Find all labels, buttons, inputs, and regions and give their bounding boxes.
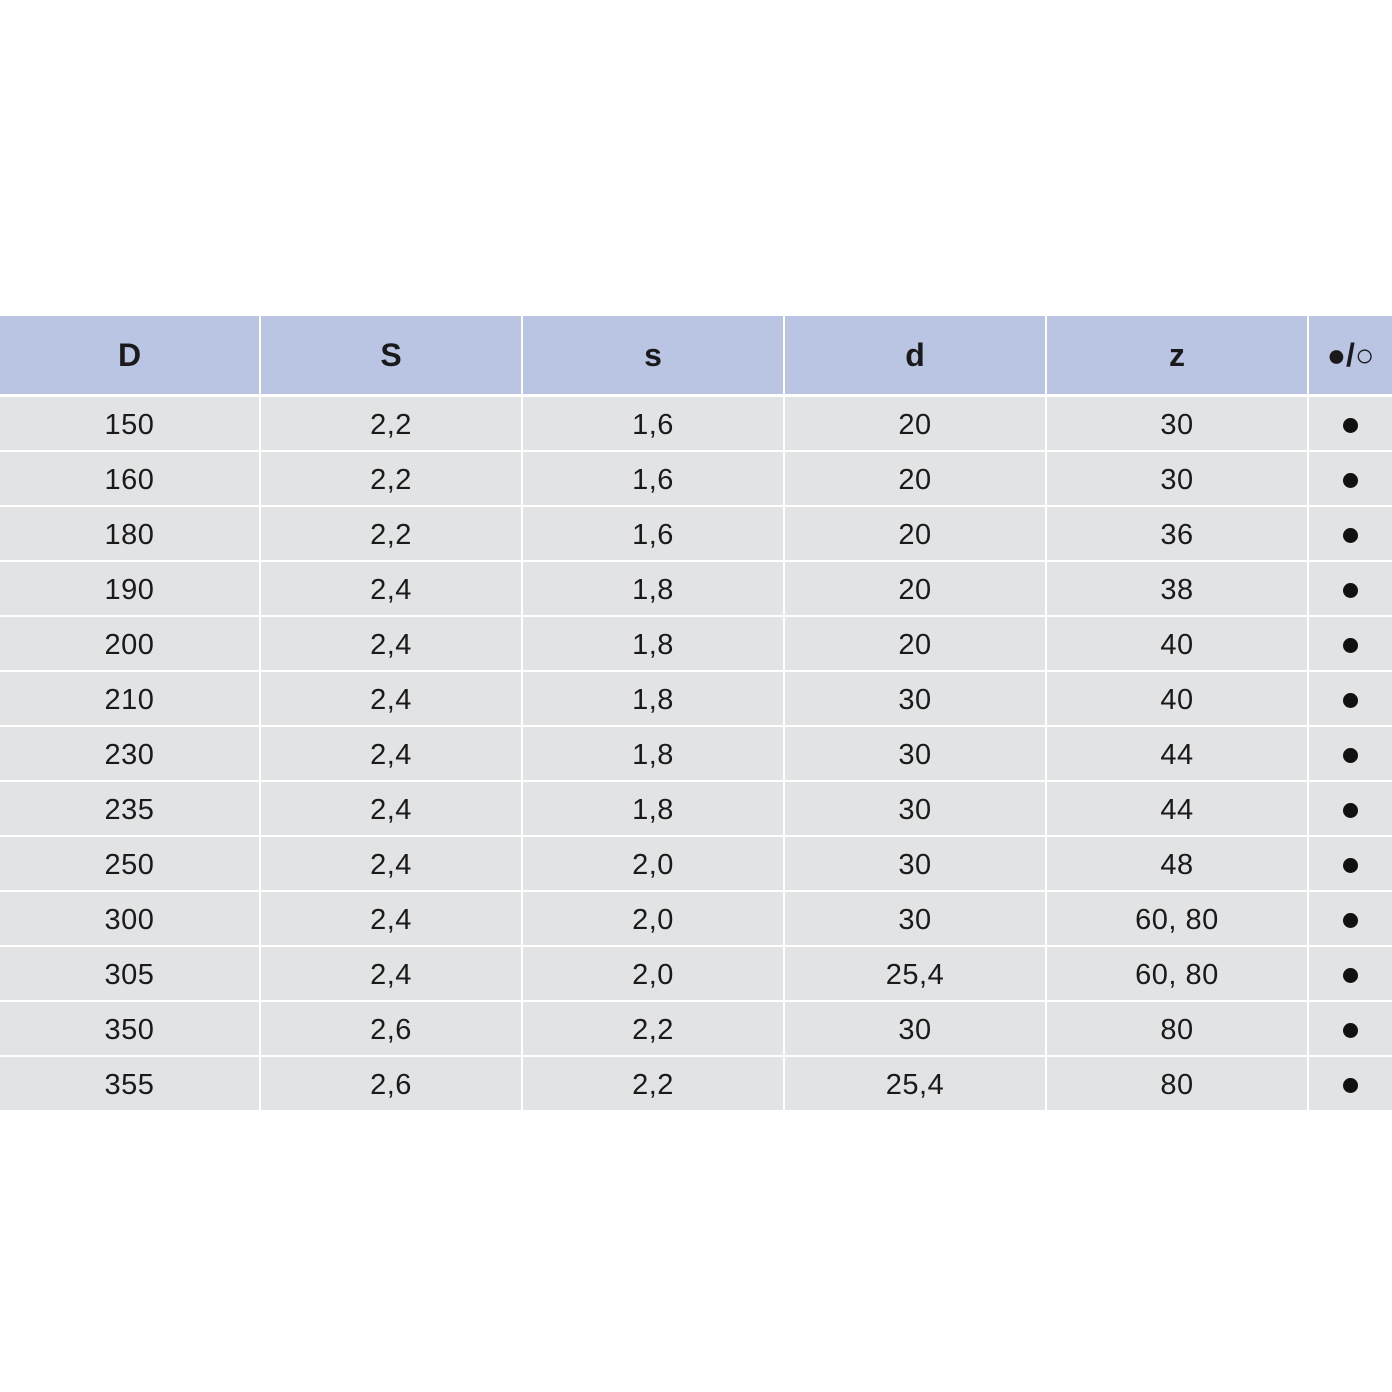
filled-dot-icon — [1343, 1023, 1358, 1038]
cell-s: 2,0 — [522, 836, 784, 891]
cell-s: 1,6 — [522, 506, 784, 561]
filled-dot-icon — [1343, 638, 1358, 653]
cell-S: 2,6 — [260, 1056, 522, 1110]
filled-dot-icon — [1343, 528, 1358, 543]
cell-availability — [1308, 726, 1392, 781]
cell-D: 210 — [0, 671, 260, 726]
cell-availability — [1308, 1001, 1392, 1056]
cell-d: 25,4 — [784, 1056, 1046, 1110]
cell-S: 2,2 — [260, 451, 522, 506]
cell-S: 2,4 — [260, 671, 522, 726]
cell-s: 1,8 — [522, 616, 784, 671]
cell-D: 190 — [0, 561, 260, 616]
table-row — [0, 396, 1392, 452]
filled-dot-icon — [1343, 748, 1358, 763]
header-d: d — [784, 316, 1046, 396]
cell-D: 180 — [0, 506, 260, 561]
cell-s: 1,8 — [522, 671, 784, 726]
cell-z: 48 — [1046, 836, 1308, 891]
cell-S: 2,4 — [260, 561, 522, 616]
table-row — [0, 671, 1392, 726]
table-row — [0, 891, 1392, 946]
cell-d: 20 — [784, 616, 1046, 671]
cell-z: 60, 80 — [1046, 891, 1308, 946]
cell-s: 2,2 — [522, 1001, 784, 1056]
filled-dot-icon — [1343, 1078, 1358, 1093]
cell-s: 1,8 — [522, 726, 784, 781]
cell-s: 2,0 — [522, 946, 784, 1001]
header-D: D — [0, 316, 260, 396]
cell-D: 305 — [0, 946, 260, 1001]
table-row — [0, 1056, 1392, 1110]
cell-S: 2,6 — [260, 1001, 522, 1056]
header-S: S — [260, 316, 522, 396]
cell-z: 40 — [1046, 616, 1308, 671]
cell-d: 30 — [784, 1001, 1046, 1056]
table-body — [0, 396, 1392, 1111]
cell-d: 25,4 — [784, 946, 1046, 1001]
cell-D: 150 — [0, 396, 260, 452]
cell-z: 30 — [1046, 396, 1308, 452]
filled-dot-icon — [1343, 803, 1358, 818]
cell-availability — [1308, 1056, 1392, 1110]
cell-S: 2,4 — [260, 616, 522, 671]
filled-dot-icon — [1343, 418, 1358, 433]
cell-z: 36 — [1046, 506, 1308, 561]
cell-D: 230 — [0, 726, 260, 781]
cell-z: 44 — [1046, 781, 1308, 836]
cell-z: 80 — [1046, 1056, 1308, 1110]
header-z: z — [1046, 316, 1308, 396]
cell-D: 160 — [0, 451, 260, 506]
cell-availability — [1308, 946, 1392, 1001]
cell-availability — [1308, 451, 1392, 506]
cell-s: 2,0 — [522, 891, 784, 946]
table-row — [0, 726, 1392, 781]
cell-d: 30 — [784, 836, 1046, 891]
cell-availability — [1308, 891, 1392, 946]
cell-z: 44 — [1046, 726, 1308, 781]
table-row — [0, 946, 1392, 1001]
cell-d: 30 — [784, 891, 1046, 946]
cell-D: 300 — [0, 891, 260, 946]
cell-s: 1,6 — [522, 396, 784, 452]
cell-S: 2,4 — [260, 726, 522, 781]
header-availability: ●/○ — [1308, 316, 1392, 396]
header-row — [0, 316, 1392, 396]
cell-d: 20 — [784, 561, 1046, 616]
table-row — [0, 1001, 1392, 1056]
cell-S: 2,4 — [260, 891, 522, 946]
filled-dot-icon — [1343, 858, 1358, 873]
cell-S: 2,2 — [260, 396, 522, 452]
cell-d: 30 — [784, 726, 1046, 781]
filled-dot-icon — [1343, 968, 1358, 983]
cell-availability — [1308, 836, 1392, 891]
cell-d: 30 — [784, 781, 1046, 836]
cell-D: 350 — [0, 1001, 260, 1056]
table-row — [0, 506, 1392, 561]
cell-availability — [1308, 506, 1392, 561]
cell-s: 1,8 — [522, 561, 784, 616]
filled-dot-icon — [1343, 913, 1358, 928]
cell-d: 20 — [784, 451, 1046, 506]
cell-z: 30 — [1046, 451, 1308, 506]
filled-dot-icon — [1343, 693, 1358, 708]
table-row — [0, 616, 1392, 671]
table-row — [0, 451, 1392, 506]
header-s: s — [522, 316, 784, 396]
cell-availability — [1308, 616, 1392, 671]
cell-z: 80 — [1046, 1001, 1308, 1056]
cell-S: 2,4 — [260, 836, 522, 891]
cell-D: 235 — [0, 781, 260, 836]
cell-S: 2,2 — [260, 506, 522, 561]
cell-s: 1,8 — [522, 781, 784, 836]
filled-dot-icon — [1343, 583, 1358, 598]
cell-z: 38 — [1046, 561, 1308, 616]
table-header — [0, 316, 1392, 396]
cell-S: 2,4 — [260, 946, 522, 1001]
cell-availability — [1308, 671, 1392, 726]
spec-table — [0, 316, 1392, 1110]
cell-S: 2,4 — [260, 781, 522, 836]
cell-d: 20 — [784, 506, 1046, 561]
cell-D: 200 — [0, 616, 260, 671]
cell-availability — [1308, 781, 1392, 836]
cell-availability — [1308, 561, 1392, 616]
cell-d: 30 — [784, 671, 1046, 726]
cell-D: 355 — [0, 1056, 260, 1110]
cell-availability — [1308, 396, 1392, 452]
cell-D: 250 — [0, 836, 260, 891]
table-row — [0, 561, 1392, 616]
cell-z: 40 — [1046, 671, 1308, 726]
cell-s: 2,2 — [522, 1056, 784, 1110]
cell-s: 1,6 — [522, 451, 784, 506]
filled-dot-icon — [1343, 473, 1358, 488]
cell-z: 60, 80 — [1046, 946, 1308, 1001]
cell-d: 20 — [784, 396, 1046, 452]
table-row — [0, 836, 1392, 891]
table-row — [0, 781, 1392, 836]
